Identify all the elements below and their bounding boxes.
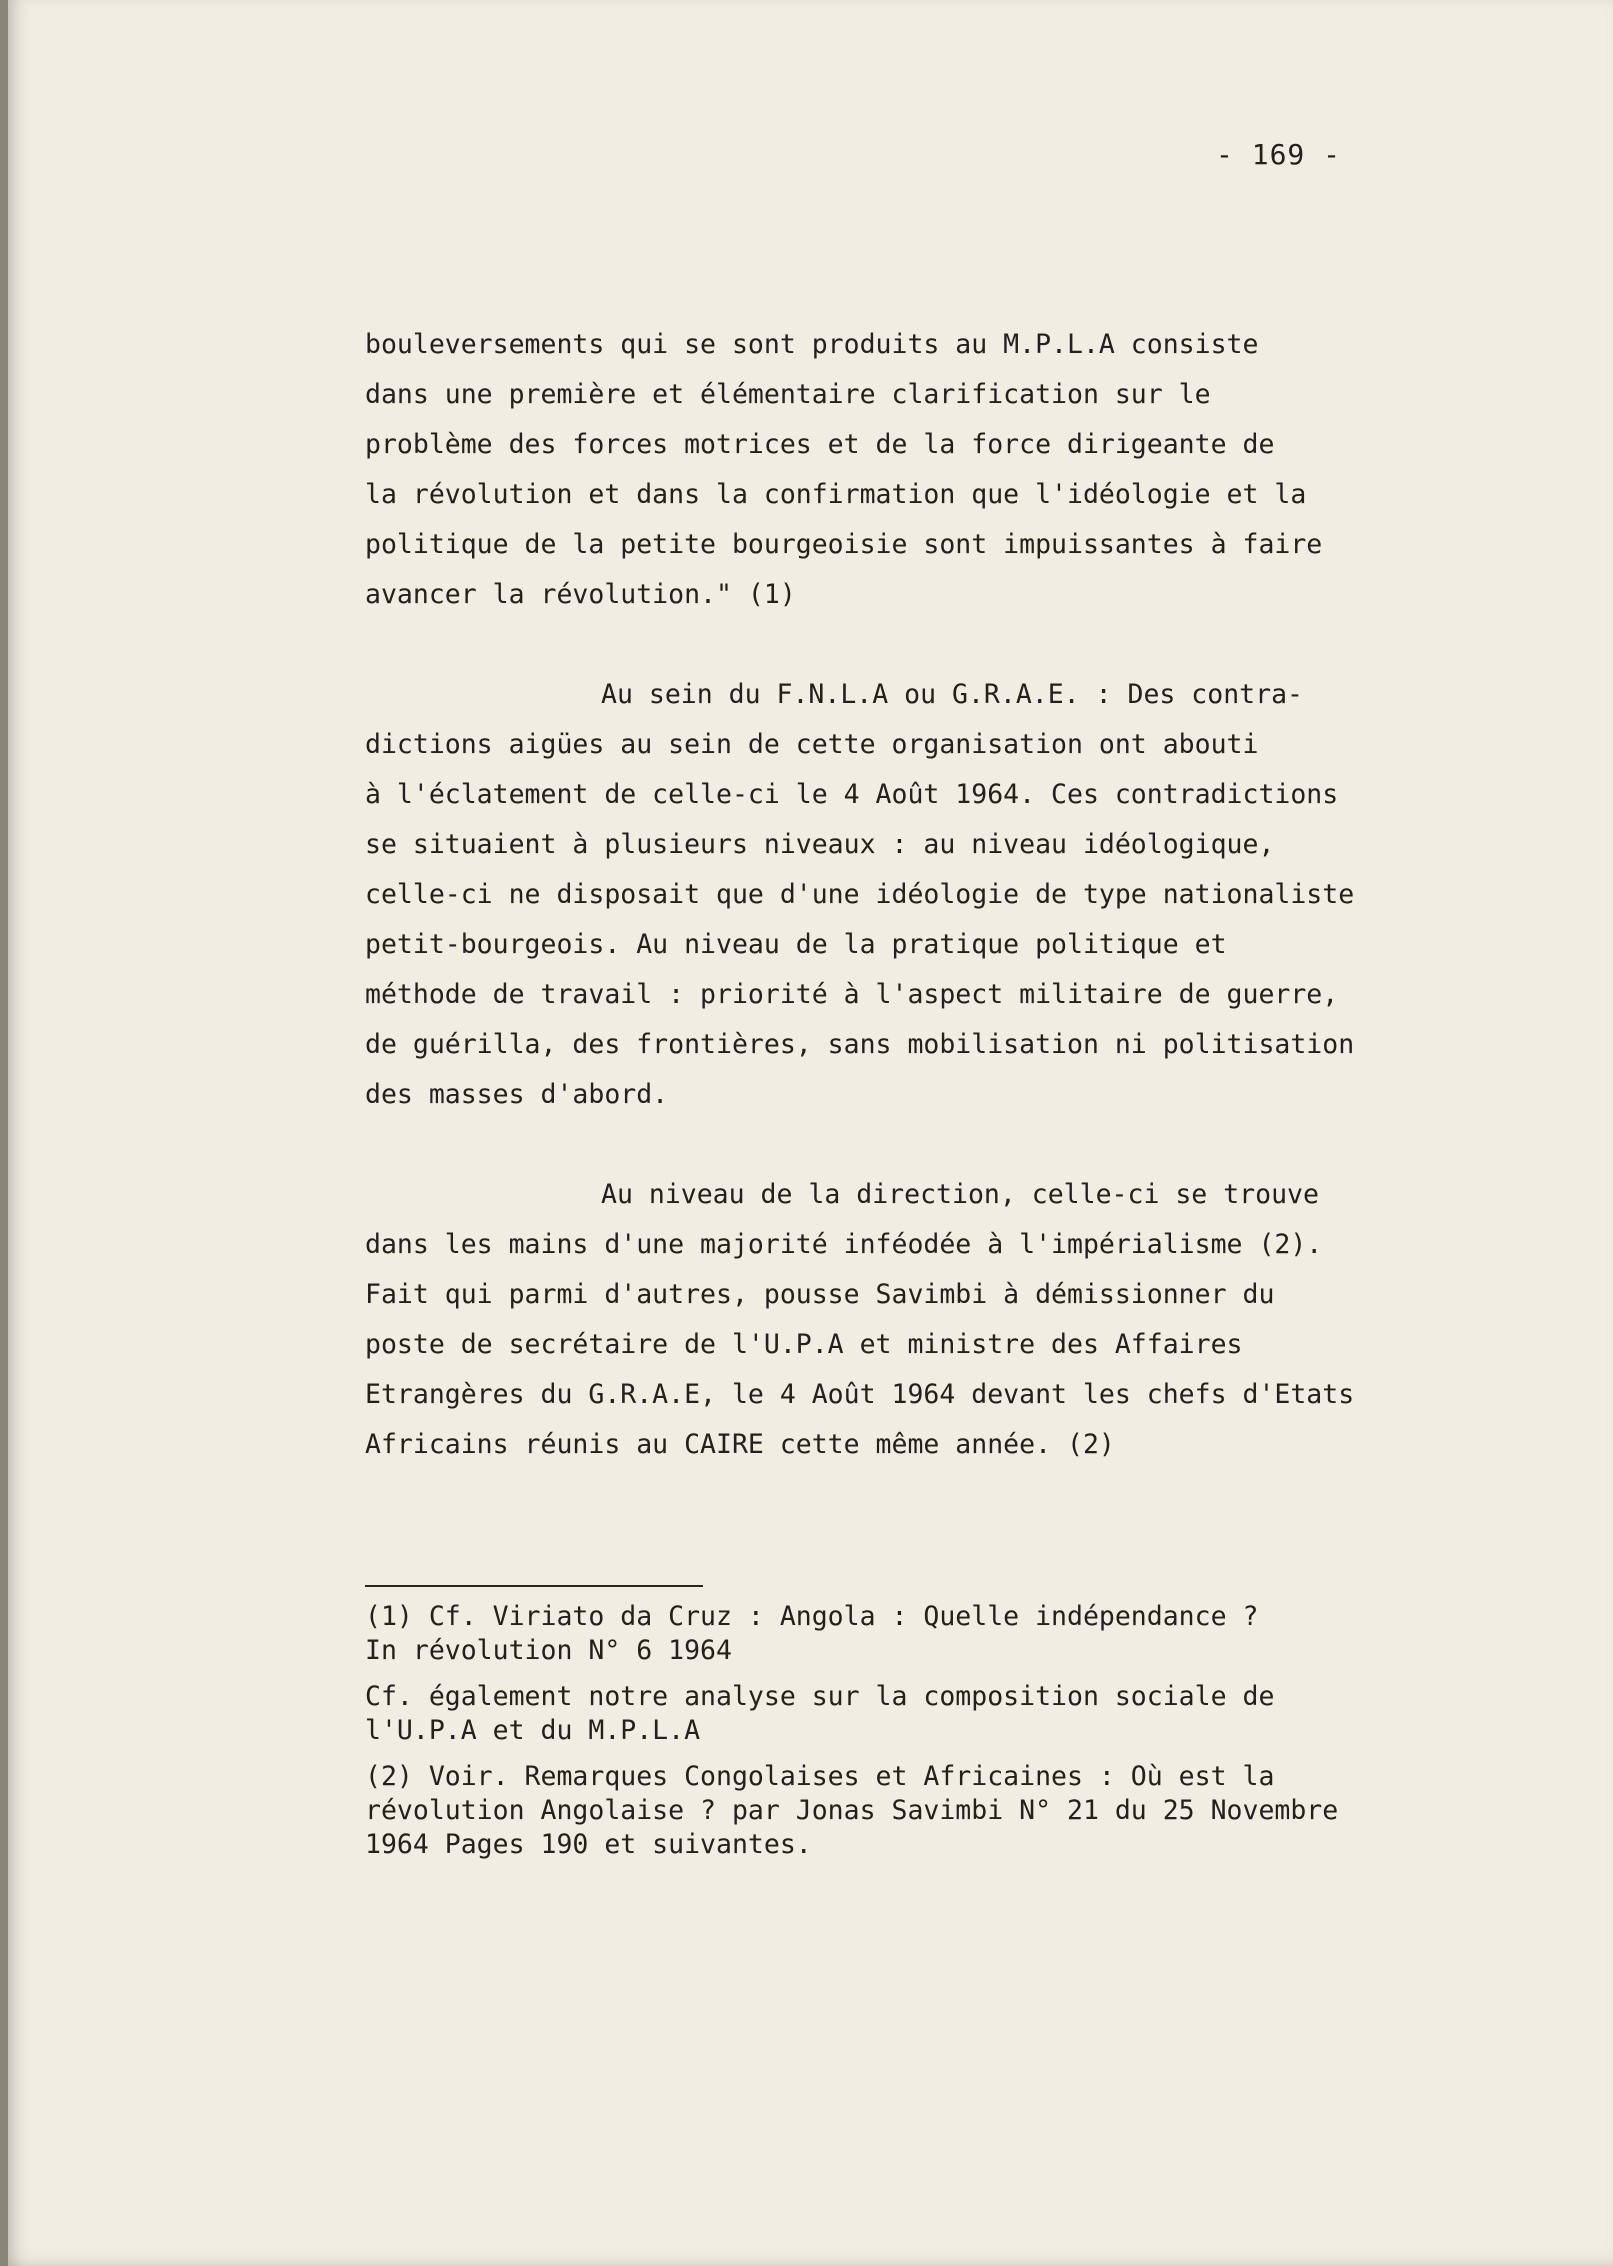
body-text (365, 320, 1475, 1470)
text-line: dans les mains d'une majorité inféodée à l'impérialisme (2). (365, 1229, 1323, 1260)
text-line: bouleversements qui se sont produits au M.P.L.A consiste (365, 329, 1259, 360)
text-line: dans une première et élémentaire clarification sur le (365, 379, 1211, 410)
text-line: Au niveau de la direction, celle-ci se trouve (601, 1179, 1319, 1210)
footnote-1 (365, 1600, 1475, 1668)
document-page (8, 0, 1613, 2266)
text-line: des masses d'abord. (365, 1079, 669, 1110)
text-line: de guérilla, des frontières, sans mobilisation ni politisation (365, 1029, 1355, 1060)
footnote-line: In révolution N° 6 1964 (365, 1635, 732, 1666)
footnote-divider (365, 1585, 703, 1587)
footnote-line: l'U.P.A et du M.P.L.A (365, 1715, 701, 1746)
footnote-line: (2) Voir. Remarques Congolaises et Africaines : Où est la (365, 1761, 1275, 1792)
page-number: - 169 - (1216, 138, 1342, 171)
text-line: se situaient à plusieurs niveaux : au niveau idéologique, (365, 829, 1275, 860)
text-line: à l'éclatement de celle-ci le 4 Août 1964. Ces contradictions (365, 779, 1339, 810)
paragraph-direction (365, 1170, 1475, 1470)
text-line: dictions aigües au sein de cette organisation ont abouti (365, 729, 1259, 760)
text-line: Etrangères du G.R.A.E, le 4 Août 1964 devant les chefs d'Etats (365, 1379, 1355, 1410)
footnote-line: (1) Cf. Viriato da Cruz : Angola : Quelle indépendance ? (365, 1601, 1259, 1632)
text-line: Au sein du F.N.L.A ou G.R.A.E. : Des contra- (601, 679, 1303, 710)
footnotes (365, 1600, 1475, 1874)
footnote-line: 1964 Pages 190 et suivantes. (365, 1829, 812, 1860)
text-line: celle-ci ne disposait que d'une idéologie de type nationaliste (365, 879, 1355, 910)
footnote-1-extra (365, 1680, 1475, 1748)
footnote-2 (365, 1760, 1475, 1862)
text-line: Fait qui parmi d'autres, pousse Savimbi à démissionner du (365, 1279, 1275, 1310)
footnote-line: Cf. également notre analyse sur la composition sociale de (365, 1681, 1275, 1712)
text-line: la révolution et dans la confirmation que l'idéologie et la (365, 479, 1307, 510)
text-line: politique de la petite bourgeoisie sont impuissantes à faire (365, 529, 1323, 560)
paragraph-continuation (365, 320, 1475, 620)
text-line: poste de secrétaire de l'U.P.A et ministre des Affaires (365, 1329, 1243, 1360)
text-line: Africains réunis au CAIRE cette même année. (2) (365, 1429, 1115, 1460)
text-line: avancer la révolution." (1) (365, 579, 796, 610)
text-line: problème des forces motrices et de la force dirigeante de (365, 429, 1275, 460)
text-line: méthode de travail : priorité à l'aspect militaire de guerre, (365, 979, 1339, 1010)
text-line: petit-bourgeois. Au niveau de la pratique politique et (365, 929, 1227, 960)
footnote-line: révolution Angolaise ? par Jonas Savimbi N° 21 du 25 Novembre (365, 1795, 1339, 1826)
paragraph-fnla (365, 670, 1475, 1120)
